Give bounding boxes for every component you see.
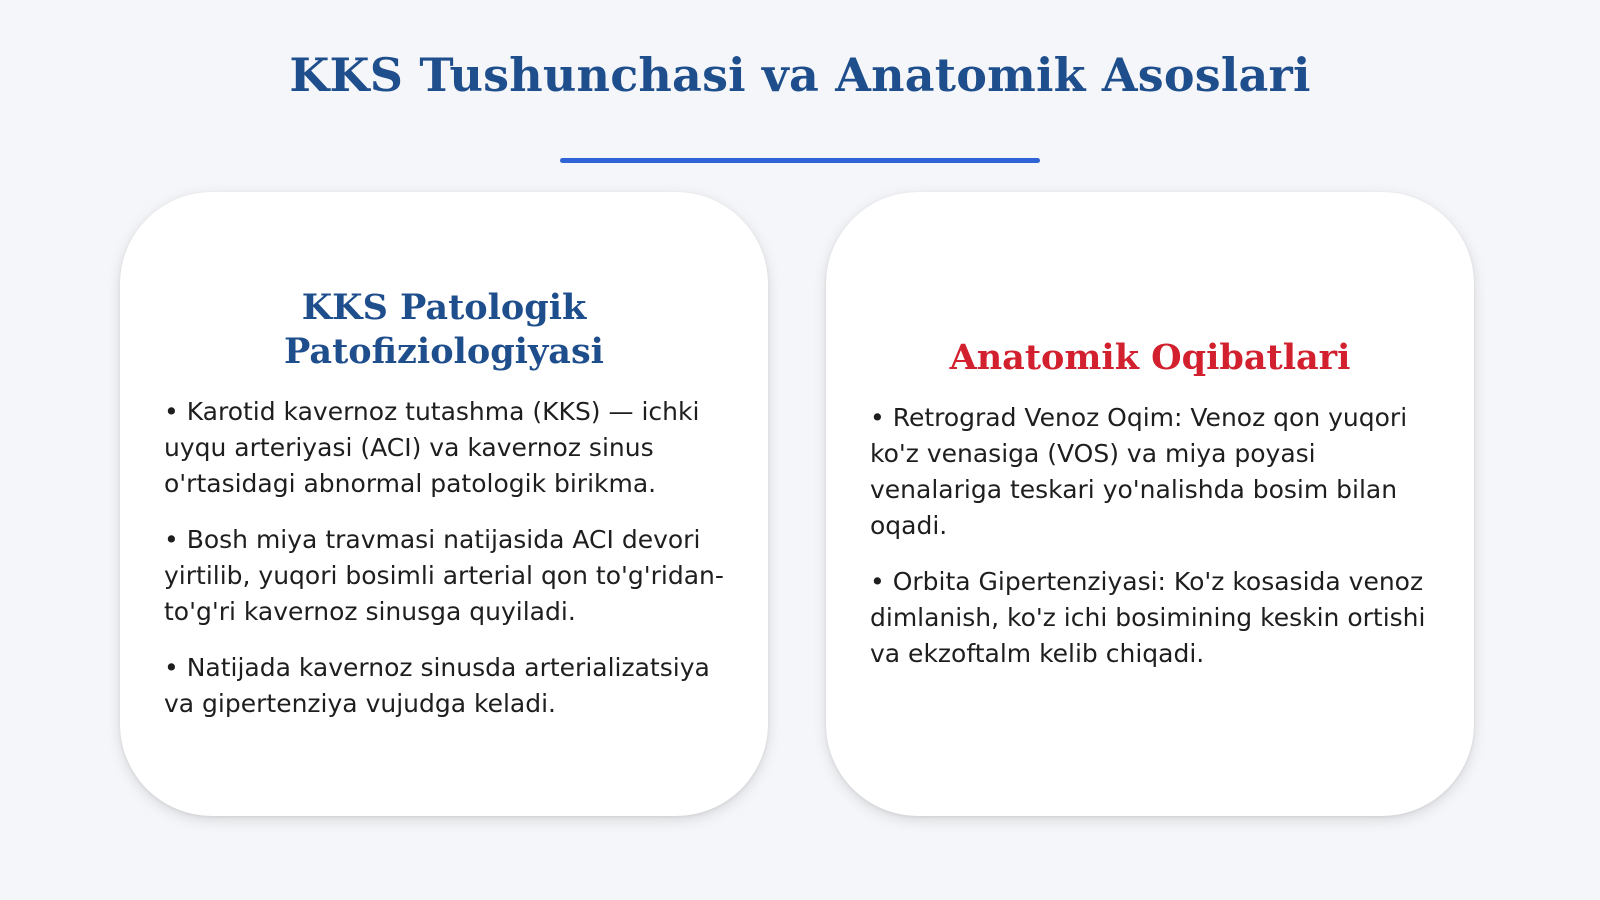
pathophysiology-bullet: • Natijada kavernoz sinusda arterializatsiya va gipertenziya vujudga keladi. (164, 653, 710, 718)
pathophysiology-bullet: • Bosh miya travmasi natijasida ACI devori yirtilib, yuqori bosimli arterial qon to'g'ridan-to'g'ri kavernoz sinusga quyiladi. (164, 525, 724, 626)
pathophysiology-bullet: • Karotid kavernoz tutashma (KKS) — ichki uyqu arteriyasi (ACI) va kavernoz sinus o'rtasidagi abnormal patologik birikma. (164, 397, 700, 498)
pathophysiology-heading: KKS Patologik Patofiziologiyasi (284, 287, 604, 372)
page-title: KKS Tushunchasi va Anatomik Asoslari (289, 48, 1311, 102)
anatomical-consequences-heading: Anatomik Oqibatlari (949, 337, 1351, 378)
anatomical-consequences-bullet: • Retrograd Venoz Oqim: Venoz qon yuqori ko'z venasiga (VOS) va miya poyasi venalariga teskari yo'nalishda bosim bilan oqadi. (870, 403, 1408, 540)
title-divider (560, 158, 1040, 163)
pathophysiology-card (120, 192, 768, 816)
anatomical-consequences-bullet: • Orbita Gipertenziyasi: Ko'z kosasida venoz dimlanish, ko'z ichi bosimining keskin ortishi va ekzoftalm kelib chiqadi. (870, 567, 1426, 668)
anatomical-consequences-card (826, 192, 1474, 816)
